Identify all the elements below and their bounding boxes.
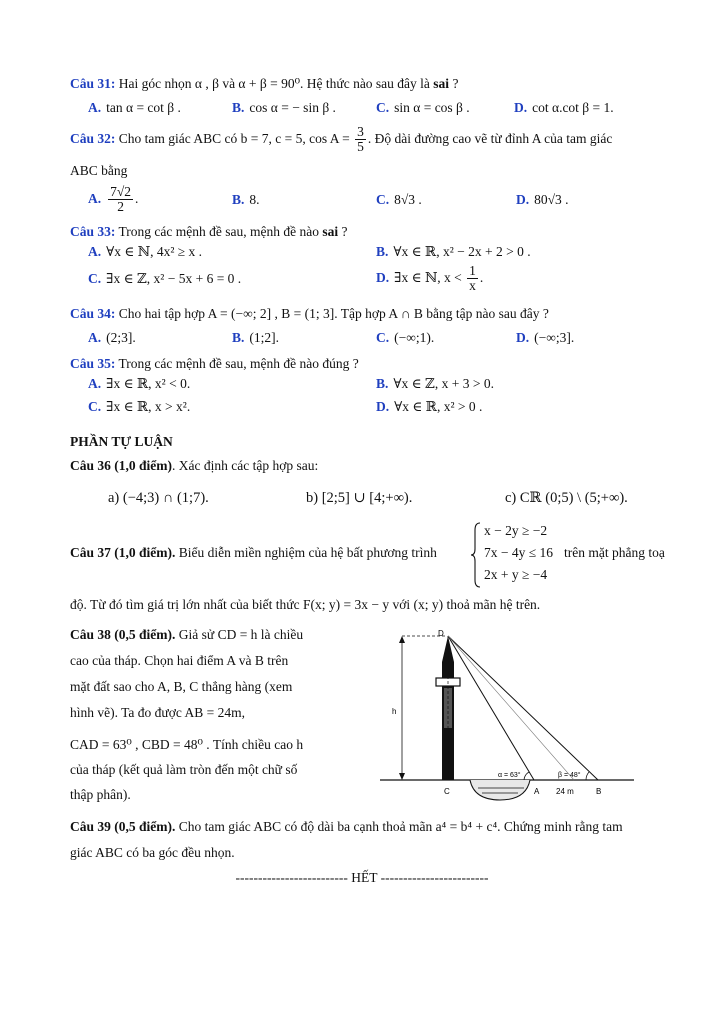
question-36: [70, 458, 318, 474]
option-key: C.: [376, 192, 390, 207]
question-38-line-4: hình vẽ). Ta đo được AB = 24m,: [70, 705, 245, 720]
question-38-line-2: cao của tháp. Chọn hai điểm A và B trên: [70, 653, 289, 668]
q34-option-d[interactable]: [516, 330, 574, 346]
question-32-label: Câu 32:: [70, 130, 116, 146]
question-37: [70, 545, 437, 561]
option-text: cos α = − sin β .: [249, 100, 336, 115]
question-36-text: . Xác định các tập hợp sau:: [172, 458, 319, 473]
question-37-label: Câu 37 (1,0 điểm).: [70, 545, 176, 560]
question-39-text: Cho tam giác ABC có độ dài ba cạnh thoả mãn a⁴ = b⁴ + c⁴. Chứng minh rằng tam: [178, 819, 623, 834]
option-key: A.: [88, 190, 102, 206]
option-key: B.: [232, 192, 245, 207]
q34-option-c[interactable]: [376, 330, 434, 346]
option-text: sin α = cos β .: [394, 100, 470, 115]
option-key: A.: [88, 330, 102, 345]
label-alpha: α = 63°: [498, 772, 521, 779]
option-text: ∀x ∈ ℕ, 4x² ≥ x .: [106, 244, 203, 259]
option-key: B.: [376, 244, 389, 259]
option-key: A.: [88, 100, 102, 115]
q31-option-d[interactable]: [514, 100, 614, 116]
option-text: (−∞;1).: [394, 330, 435, 345]
question-38-label: Câu 38 (0,5 điểm).: [70, 627, 176, 642]
label-c: C: [444, 787, 450, 796]
q32-option-a[interactable]: [88, 185, 138, 214]
option-key: C.: [88, 271, 102, 286]
question-38-line-3: mặt đất sao cho A, B, C thẳng hàng (xem: [70, 679, 293, 694]
tower-figure: [378, 622, 636, 806]
option-text: ∃x ∈ ℤ, x² − 5x + 6 = 0 .: [106, 271, 242, 286]
q32-option-c[interactable]: [376, 192, 422, 208]
option-key: D.: [516, 192, 530, 207]
q33-option-b[interactable]: [376, 244, 531, 260]
option-text: ∀x ∈ ℤ, x + 3 > 0.: [393, 376, 494, 391]
option-text: .: [135, 190, 139, 206]
q35-option-a[interactable]: [88, 376, 190, 392]
option-key: C.: [376, 330, 390, 345]
question-38-line-7: thập phân).: [70, 787, 131, 802]
question-38: [70, 627, 303, 643]
section-title: PHẦN TỰ LUẬN: [70, 434, 173, 449]
option-text: 80√3 .: [534, 192, 569, 207]
option-key: B.: [232, 100, 245, 115]
q32-option-b[interactable]: [232, 192, 260, 208]
question-33-text: Trong các mệnh đề sau, mệnh đề nào: [118, 224, 319, 239]
question-33-tail: ?: [338, 224, 348, 239]
question-33-label: Câu 33:: [70, 224, 116, 239]
arrow-up-icon: [399, 636, 405, 643]
inequality-system: [484, 520, 553, 586]
fraction-numerator: 7√2: [110, 184, 132, 199]
option-key: A.: [88, 244, 102, 259]
q33-option-c[interactable]: [88, 271, 241, 287]
question-32-text: Cho tam giác ABC có b = 7, c = 5, cos A =: [118, 130, 350, 146]
q36-part-c: c) Cℝ (0;5) \ (5;+∞).: [505, 490, 628, 506]
fraction-denominator: 2: [117, 199, 124, 215]
option-key: D.: [514, 100, 528, 115]
option-d-fraction: [467, 264, 478, 293]
option-text: cot α.cot β = 1.: [532, 100, 614, 115]
question-38-line-5: CAD = 63⁰ , CBD = 48⁰ . Tính chiều cao h: [70, 737, 304, 752]
option-text: ∀x ∈ ℝ, x² − 2x + 2 > 0 .: [393, 244, 531, 259]
inequality-1: x − 2y ≥ −2: [484, 523, 548, 538]
question-36-label: Câu 36 (1,0 điểm): [70, 458, 172, 473]
question-32-line-2: ABC bằng: [70, 163, 128, 178]
question-32-text-2: . Độ dài đường cao vẽ từ đỉnh A của tam giác: [367, 130, 613, 146]
question-34: [70, 306, 549, 322]
option-key: C.: [376, 100, 390, 115]
option-key: D.: [516, 330, 530, 345]
option-key: B.: [376, 376, 389, 391]
question-39-line-2: giác ABC có ba góc đều nhọn.: [70, 845, 235, 860]
label-distance: 24 m: [556, 787, 574, 796]
q35-option-b[interactable]: [376, 376, 494, 392]
q34-option-a[interactable]: [88, 330, 136, 346]
fraction-numerator: 1: [469, 263, 476, 278]
question-37-text-after: trên mặt phẳng toạ: [564, 545, 665, 560]
question-33-emphasis: sai: [322, 224, 339, 239]
option-text: ∃x ∈ ℝ, x > x².: [106, 399, 191, 414]
label-a: A: [534, 787, 540, 796]
q31-option-a[interactable]: [88, 100, 181, 116]
question-35-text: Trong các mệnh đề sau, mệnh đề nào đúng ?: [118, 356, 359, 371]
label-d: D: [438, 629, 444, 638]
sight-line-a: [448, 636, 534, 780]
question-31-tail: ?: [449, 76, 459, 91]
option-text: ∃x ∈ ℕ, x <: [394, 269, 462, 285]
question-37-line-2: độ. Từ đó tìm giá trị lớn nhất của biết thức F(x; y) = 3x − y với (x; y) thoả mãn hệ trên.: [70, 597, 541, 612]
option-text: ∀x ∈ ℝ, x² > 0 .: [394, 399, 483, 414]
q34-option-b[interactable]: [232, 330, 279, 346]
sight-line-b: [448, 636, 598, 780]
q36-part-b: b) [2;5] ∪ [4;+∞).: [306, 490, 413, 506]
option-key: D.: [376, 399, 390, 414]
question-37-text: Biểu diễn miền nghiệm của hệ bất phương trình: [178, 545, 437, 560]
option-tail: .: [479, 269, 484, 285]
option-text: (1;2].: [249, 330, 280, 345]
q32-option-d[interactable]: [516, 192, 569, 208]
question-34-label: Câu 34:: [70, 306, 116, 321]
arrow-down-icon: [399, 773, 405, 780]
fraction-denominator: x: [469, 278, 476, 294]
question-31: [70, 76, 458, 92]
option-text: tan α = cot β .: [106, 100, 181, 115]
question-32: [70, 125, 612, 154]
q31-option-c[interactable]: [376, 100, 470, 116]
q36-part-a: a) (−4;3) ∩ (1;7).: [108, 490, 209, 506]
label-b: B: [596, 787, 602, 796]
option-text: (2;3].: [106, 330, 136, 345]
question-38-line-6: của tháp (kết quả làm tròn đến một chữ số: [70, 762, 298, 777]
q33-option-d[interactable]: [376, 264, 483, 293]
system-brace: [470, 522, 482, 588]
question-31-emphasis: sai: [433, 76, 450, 91]
q33-option-a[interactable]: [88, 244, 202, 260]
label-h: h: [392, 707, 397, 716]
q35-option-c[interactable]: [88, 399, 190, 415]
pond: [470, 780, 530, 800]
question-39: [70, 819, 623, 835]
sight-line-extra: [448, 636, 574, 780]
option-text: (−∞;3].: [534, 330, 575, 345]
end-marker: ------------------------- HẾT ------------------------: [235, 870, 489, 885]
question-35-label: Câu 35:: [70, 356, 116, 371]
question-38-line-1: Giả sử CD = h là chiều: [178, 627, 304, 642]
angle-arc-a: [524, 772, 529, 780]
question-33: [70, 224, 348, 240]
fraction-numerator: 3: [357, 124, 364, 139]
option-text: 8√3 .: [394, 192, 422, 207]
fraction-denominator: 5: [357, 139, 364, 155]
inequality-2: 7x − 4y ≤ 16: [484, 545, 554, 560]
option-key: C.: [88, 399, 102, 414]
option-key: A.: [88, 376, 102, 391]
q35-option-d[interactable]: [376, 399, 482, 415]
question-35: [70, 356, 359, 372]
question-39-label: Câu 39 (0,5 điểm).: [70, 819, 176, 834]
option-key: B.: [232, 330, 245, 345]
angle-arc-b: [586, 772, 589, 780]
question-31-text: Hai góc nhọn α , β và α + β = 90⁰. Hệ thức nào sau đây là: [118, 76, 430, 91]
inequality-3: 2x + y ≥ −4: [484, 567, 548, 582]
label-beta: β = 48°: [558, 772, 581, 779]
option-text: ∃x ∈ ℝ, x² < 0.: [106, 376, 191, 391]
question-34-text: Cho hai tập hợp A = (−∞; 2] , B = (1; 3]. Tập hợp A ∩ B bằng tập nào sau đây ?: [118, 306, 549, 321]
option-text: 8.: [249, 192, 260, 207]
q31-option-b[interactable]: [232, 100, 336, 116]
option-key: D.: [376, 269, 390, 285]
question-31-label: Câu 31:: [70, 76, 116, 91]
option-a-fraction: [108, 185, 133, 214]
cos-fraction: [355, 125, 366, 154]
